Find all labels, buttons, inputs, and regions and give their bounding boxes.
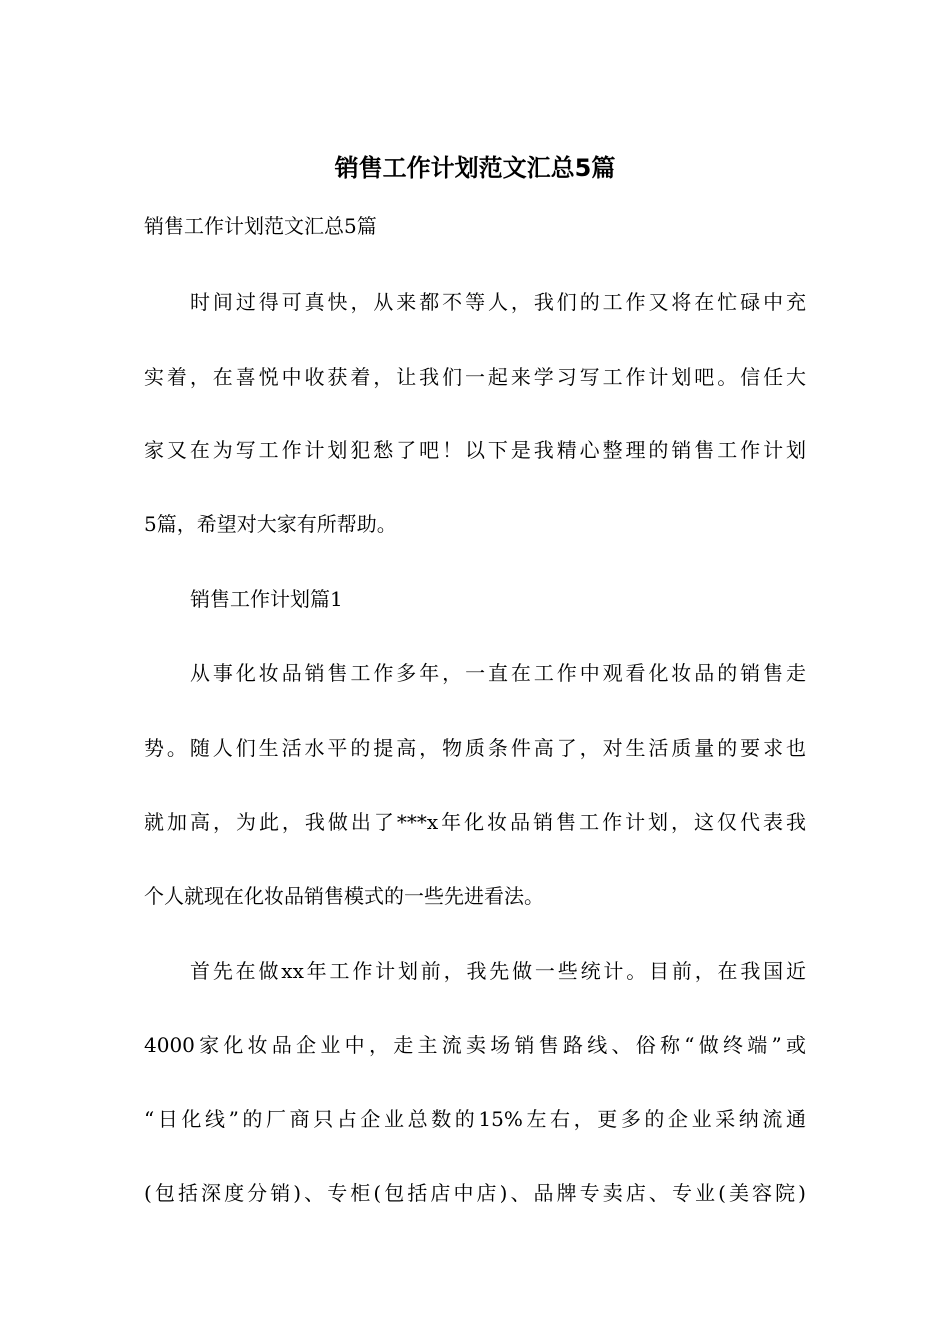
intro-line-2: 实着，在喜悦中收获着，让我们一起来学习写工作计划吧。信任大	[144, 365, 806, 389]
section-heading-1: 销售工作计划篇1	[190, 587, 343, 611]
para2-line-1: 首先在做xx年工作计划前，我先做一些统计。目前，在我国近	[190, 959, 806, 983]
intro-line-1: 时间过得可真快，从来都不等人，我们的工作又将在忙碌中充	[190, 290, 806, 314]
para2-line-2: 4000家化妆品企业中，走主流卖场销售路线、俗称“做终端”或	[144, 1033, 806, 1057]
para2-line-3: “日化线”的厂商只占企业总数的15%左右，更多的企业采纳流通	[144, 1107, 806, 1131]
intro-line-4: 5篇，希望对大家有所帮助。	[144, 512, 397, 536]
intro-line-3: 家又在为写工作计划犯愁了吧！以下是我精心整理的销售工作计划	[144, 438, 806, 462]
para1-line-4: 个人就现在化妆品销售模式的一些先进看法。	[144, 884, 544, 908]
para1-line-2: 势。随人们生活水平的提高，物质条件高了，对生活质量的要求也	[144, 736, 806, 760]
document-subtitle: 销售工作计划范文汇总5篇	[144, 214, 377, 238]
para1-line-3: 就加高，为此，我做出了***x年化妆品销售工作计划，这仅代表我	[144, 810, 806, 834]
para2-line-4: (包括深度分销)、专柜(包括店中店)、品牌专卖店、专业(美容院)	[144, 1181, 806, 1205]
para1-line-1: 从事化妆品销售工作多年，一直在工作中观看化妆品的销售走	[190, 661, 806, 685]
document-title: 销售工作计划范文汇总5篇	[334, 154, 616, 182]
